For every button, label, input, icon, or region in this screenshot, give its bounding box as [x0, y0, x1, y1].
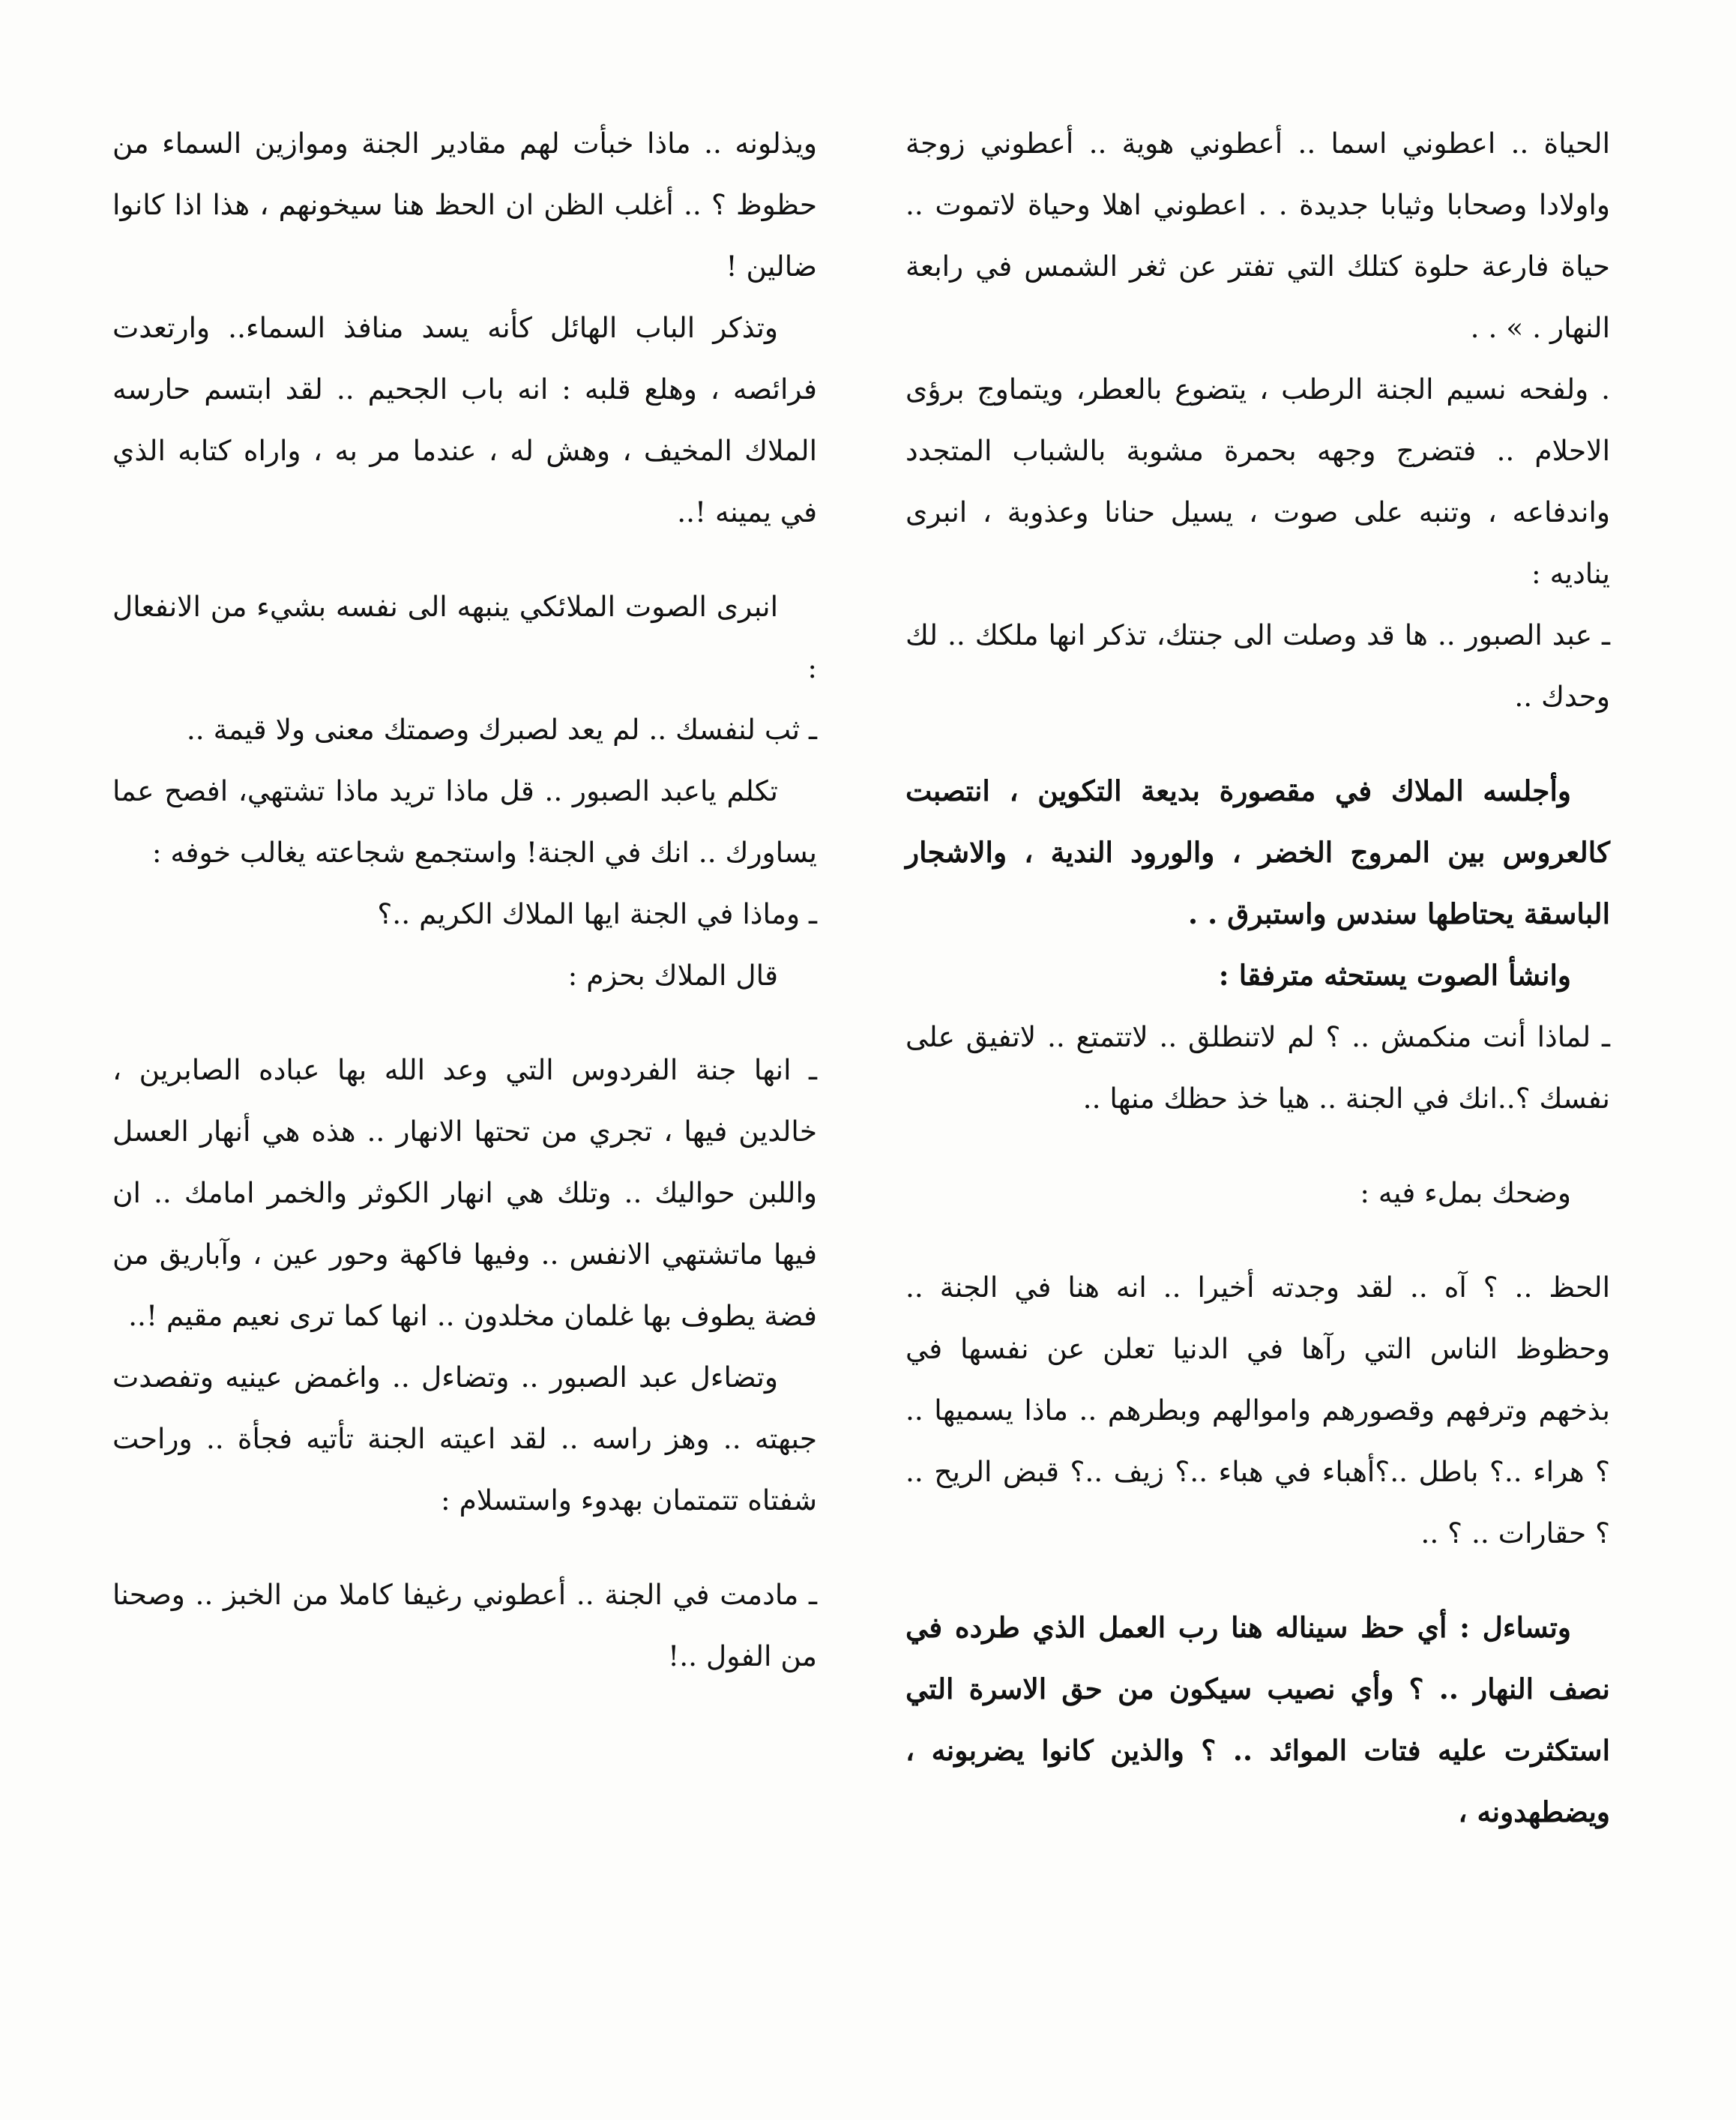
paragraph: وتذكر الباب الهائل كأنه يسد منافذ السماء.. وارتعدت فرائصه ، وهلع قلبه : انه باب الجحيم .. لقد ابتسم حارسه الملاك المخيف ، وهش له ، عندما مر به ، واراه كتابه الذي في يمينه !..	[112, 311, 817, 529]
paragraph: الحياة .. اعطوني اسما .. أعطوني هوية .. أعطوني زوجة واولادا وصحابا وثيابا جديدة . . اعطوني اهلا وحياة لاتموت .. حياة فارعة حلوة كتلك التي تفتر عن ثغر الشمس في رابعة النهار . » . .	[905, 127, 1610, 344]
paragraph: ويذلونه .. ماذا خبأت لهم مقادير الجنة وموازين السماء من حظوظ ؟ .. أغلب الظن ان الحظ هنا سيخونهم ، هذا اذا كانوا ضالين !	[112, 127, 817, 283]
paragraph: ـ ثب لنفسك .. لم يعد لصبرك وصمتك معنى ولا قيمة ..	[186, 713, 817, 746]
paragraph: وأجلسه الملاك في مقصورة بديعة التكوين ، انتصبت كالعروس بين المروج الخضر ، والورود الندية ، والاشجار الباسقة يحتاطها سندس واستبرق . .	[905, 774, 1610, 930]
paragraph: وضحك بملء فيه :	[1360, 1176, 1571, 1209]
paragraph: الحظ .. ؟ آه .. لقد وجدته أخيرا .. انه هنا في الجنة .. وحظوظ الناس التي رآها في الدنيا تعلن عن نفسها في بذخهم وترفهم وقصورهم واموالهم وبطرهم .. ماذا يسميها .. ؟ هراء ..؟ باطل ..؟أهباء في هباء ..؟ زيف ..؟ قبض الريح .. ؟ حقارات .. ؟ ..	[905, 1271, 1610, 1550]
paragraph: وانشأ الصوت يستحثه مترفقا :	[1218, 959, 1571, 992]
paragraph: ـ لماذا أنت منكمش .. ؟ لم لاتنطلق .. لاتتمتع .. لاتفيق على نفسك ؟..انك في الجنة .. هيا خذ حظك منها ..	[905, 1020, 1610, 1115]
right-column	[905, 112, 1610, 1843]
paragraph: انبرى الصوت الملائكي ينبهه الى نفسه بشيء من الانفعال :	[112, 590, 817, 684]
paragraph: ـ عبد الصبور .. ها قد وصلت الى جنتك، تذكر انها ملكك .. لك وحدك ..	[905, 618, 1610, 713]
paragraph: ـ مادمت في الجنة .. أعطوني رغيفا كاملا من الخبز .. وصحنا من الفول ..!	[112, 1578, 817, 1672]
paragraph: . ولفحه نسيم الجنة الرطب ، يتضوع بالعطر، ويتماوج برؤى الاحلام .. فتضرج وجهه بحمرة مشوبة بالشباب المتجدد واندفاعه ، وتنبه على صوت ، يسيل حنانا وعذوبة ، انبرى يناديه :	[905, 373, 1610, 590]
paragraph: وتضاءل عبد الصبور .. وتضاءل .. واغمض عينيه وتفصدت جبهته .. وهز راسه .. لقد اعيته الجنة تأتيه فجأة .. وراحت شفتاه تتمتمان بهدوء واستسلام :	[112, 1361, 817, 1517]
paragraph: قال الملاك بحزم :	[567, 959, 778, 992]
left-column	[112, 112, 817, 1687]
paragraph: وتساءل : أي حظ سيناله هنا رب العمل الذي طرده في نصف النهار .. ؟ وأي نصيب سيكون من حق الاسرة التي استكثرت عليه فتات الموائد .. ؟ والذين كانوا يضربونه ، ويضطهدونه ،	[905, 1611, 1610, 1828]
paragraph: ـ وماذا في الجنة ايها الملاك الكريم ..؟	[377, 897, 817, 930]
paragraph: تكلم ياعبد الصبور .. قل ماذا تريد ماذا تشتهي، افصح عما يساورك .. انك في الجنة! واستجمع شجاعته يغالب خوفه :	[112, 774, 817, 869]
paragraph: ـ انها جنة الفردوس التي وعد الله بها عباده الصابرين ، خالدين فيها ، تجري من تحتها الانهار .. هذه هي أنهار العسل واللبن حواليك .. وتلك هي انهار الكوثر والخمر امامك .. ان فيها ماتشتهي الانفس .. وفيها فاكهة وحور عين ، وآباريق من فضة يطوف بها غلمان مخلدون .. انها كما ترى نعيم مقيم !..	[112, 1053, 817, 1332]
